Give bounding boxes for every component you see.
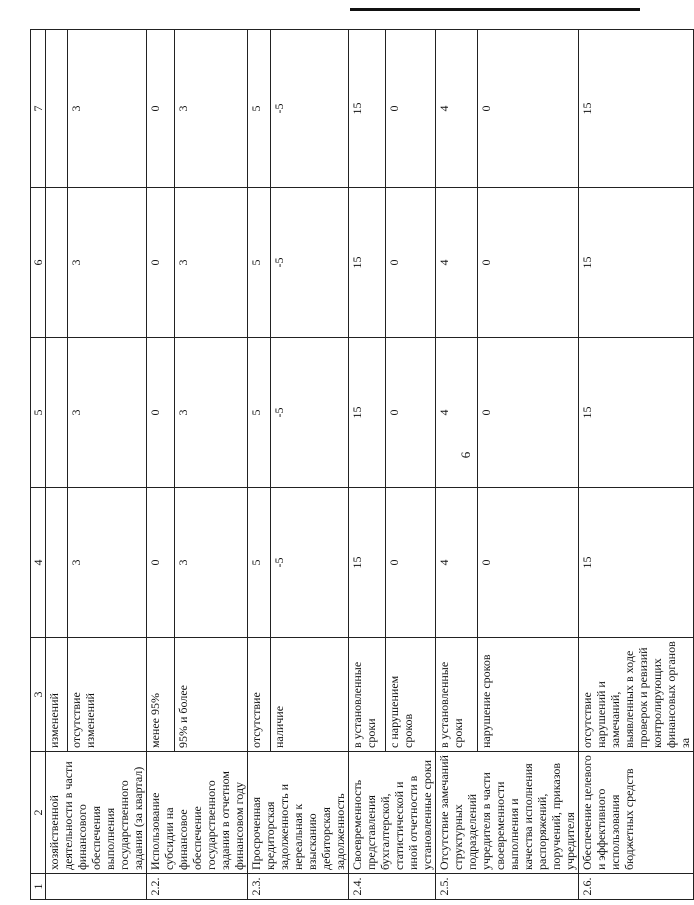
value-cell: 4 (436, 30, 478, 188)
header-cell-6: 6 (31, 188, 46, 338)
criterion-cell: 95% и более (175, 638, 248, 752)
criterion-cell: нарушение сроков (478, 638, 579, 752)
indicator-cell: Обеспечение целевого и эффективного использования бюджетных средств (579, 752, 694, 874)
value-cell: 3 (175, 30, 248, 188)
value-cell: 3 (67, 488, 146, 638)
value-cell: 0 (147, 338, 175, 488)
value-cell: 0 (385, 188, 435, 338)
value-cell: -5 (270, 188, 348, 338)
value-cell: 15 (579, 338, 694, 488)
header-cell-1: 1 (31, 874, 46, 900)
value-cell: 15 (349, 188, 386, 338)
row-number: 2.3. (248, 874, 349, 900)
value-cell: 5 (248, 488, 271, 638)
value-cell: 0 (385, 338, 435, 488)
criterion-cell: в установленные сроки (436, 638, 478, 752)
indicator-cell: Использование субсидии на финансовое обеспечение государственного задания в отчетном финансовом году (147, 752, 248, 874)
table-row (248, 30, 271, 900)
value-cell: 0 (147, 188, 175, 338)
criterion-cell: отсутствие изменений (67, 638, 146, 752)
header-row (31, 30, 46, 900)
header-cell-4: 4 (31, 488, 46, 638)
table-row (579, 30, 694, 900)
row-number (46, 874, 147, 900)
value-cell: -5 (270, 338, 348, 488)
value-cell: 3 (67, 338, 146, 488)
indicator-cell: Отсутствие замечаний структурных подразделений учредителя в части своевременности выполнения и качества исполнения распоряжений, поручений, приказов учредителя (436, 752, 579, 874)
value-cell: 15 (579, 188, 694, 338)
criterion-cell: наличие (270, 638, 348, 752)
value-cell: 3 (175, 488, 248, 638)
value-cell (46, 338, 68, 488)
table-row (436, 30, 478, 900)
row-number: 2.6. (579, 874, 694, 900)
value-cell: 3 (175, 188, 248, 338)
value-cell: 0 (147, 488, 175, 638)
value-cell: 0 (385, 488, 435, 638)
rotated-table (30, 30, 692, 900)
value-cell: 4 (436, 338, 478, 488)
header-cell-7: 7 (31, 30, 46, 188)
value-cell: 15 (349, 488, 386, 638)
value-cell: 3 (175, 338, 248, 488)
top-rule (350, 8, 640, 11)
value-cell (46, 30, 68, 188)
value-cell: 3 (67, 188, 146, 338)
criterion-cell: изменений (46, 638, 68, 752)
value-cell: 15 (349, 338, 386, 488)
row-number: 2.2. (147, 874, 248, 900)
value-cell (46, 188, 68, 338)
header-cell-5: 5 (31, 338, 46, 488)
value-cell (46, 488, 68, 638)
value-cell: 0 (478, 488, 579, 638)
value-cell: 5 (248, 338, 271, 488)
table-row (349, 30, 386, 900)
value-cell: 5 (248, 30, 271, 188)
criteria-table (30, 29, 694, 900)
criterion-cell: менее 95% (147, 638, 175, 752)
criterion-cell: отсутствие нарушений и замечаний, выявленных в ходе проверок и ревизий контролирующих финансовых органов за (579, 638, 694, 752)
criterion-cell: в установленные сроки (349, 638, 386, 752)
page-number: 6 (458, 451, 473, 459)
header-cell-3: 3 (31, 638, 46, 752)
value-cell: -5 (270, 488, 348, 638)
row-number: 2.5. (436, 874, 579, 900)
value-cell: 0 (478, 30, 579, 188)
indicator-cell: Своевременность представления бухгалтерской, статистической и иной отчетности в установленные сроки (349, 752, 436, 874)
value-cell: -5 (270, 30, 348, 188)
value-cell: 0 (478, 338, 579, 488)
value-cell: 15 (579, 488, 694, 638)
table-row (46, 30, 68, 900)
row-number: 2.4. (349, 874, 436, 900)
value-cell: 0 (147, 30, 175, 188)
value-cell: 15 (349, 30, 386, 188)
value-cell: 0 (385, 30, 435, 188)
criterion-cell: отсутствие (248, 638, 271, 752)
table-container (30, 30, 692, 900)
criterion-cell: с нарушением сроков (385, 638, 435, 752)
header-cell-2: 2 (31, 752, 46, 874)
value-cell: 4 (436, 488, 478, 638)
value-cell: 15 (579, 30, 694, 188)
indicator-cell: хозяйственной деятельности в части финансового обеспечения выполнения государственного задания (за квартал) (46, 752, 147, 874)
value-cell: 0 (478, 188, 579, 338)
value-cell: 4 (436, 188, 478, 338)
indicator-cell: Просроченная кредиторская задолженность и нереальная к взысканию дебиторская задолженность (248, 752, 349, 874)
value-cell: 5 (248, 188, 271, 338)
value-cell: 3 (67, 30, 146, 188)
table-row (147, 30, 175, 900)
